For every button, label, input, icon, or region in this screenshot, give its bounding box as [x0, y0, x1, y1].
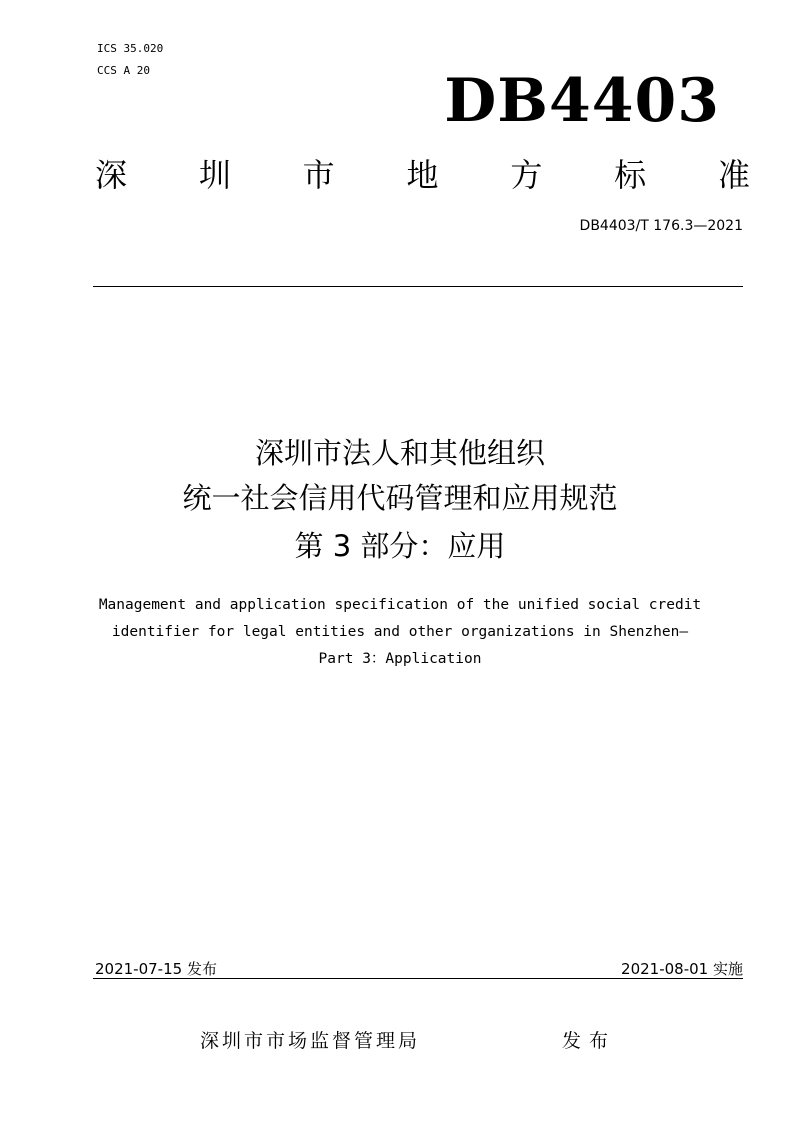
publish-label: 发布 — [562, 1030, 617, 1052]
title-line-3: 第 3 部分：应用 — [294, 529, 506, 563]
standard-type-char: 市 — [302, 156, 335, 194]
standard-type-char: 圳 — [198, 156, 231, 194]
bottom-divider — [93, 978, 743, 979]
implementation-date: 2021-08-01 实施 — [621, 960, 743, 978]
title-line-1: 深圳市法人和其他组织 — [254, 436, 545, 470]
issuing-authority: 深圳市市场监督管理局 — [200, 1030, 421, 1052]
ccs-code: CCS A 20 — [97, 64, 150, 77]
standard-type — [95, 153, 750, 197]
standard-type-char: 深 — [95, 156, 128, 194]
issue-date: 2021-07-15 发布 — [95, 960, 217, 978]
english-title-line-3: Part 3：Application — [318, 651, 482, 667]
title-line-2: 统一社会信用代码管理和应用规范 — [182, 481, 618, 515]
ics-code: ICS 35.020 — [97, 42, 164, 55]
standard-code: DB4403 — [444, 66, 720, 136]
standard-type-char: 方 — [510, 156, 543, 194]
standard-type-char: 地 — [406, 156, 439, 194]
top-divider — [93, 286, 743, 287]
english-title-line-2: identifier for legal entities and other organizations in Shenzhen— — [111, 624, 689, 640]
standard-number: DB4403/T 176.3—2021 — [579, 218, 743, 234]
english-title-line-1: Management and application specification of the unified social credit — [98, 597, 702, 613]
standard-type-char: 标 — [614, 156, 647, 194]
standard-type-char: 准 — [717, 156, 750, 194]
